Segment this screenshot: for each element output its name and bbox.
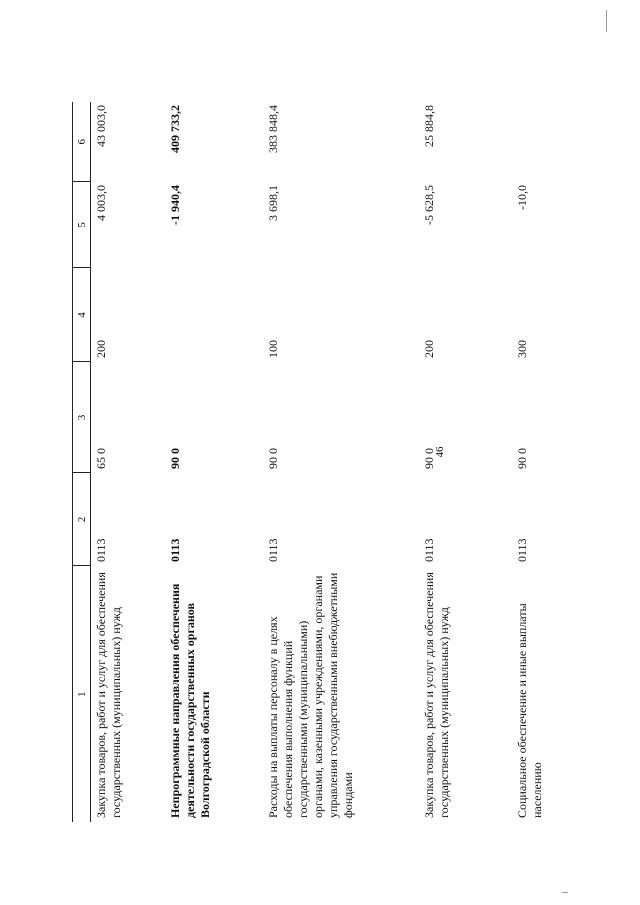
total-amount: 43 003,0	[94, 105, 108, 147]
table-header	[73, 102, 91, 822]
scan-mark	[562, 892, 568, 893]
page-number: 46	[434, 446, 446, 458]
row-name: Расходы на выплаты персоналу в целях обеспечения выполнения функций государственными (муниципальными) органами, казенными учреждениями, органами управления государственными внебюджетными фондами	[266, 572, 355, 818]
total-amount: 383 848,4	[266, 105, 280, 153]
change-amount: -10,0	[515, 185, 529, 210]
table-row	[91, 102, 166, 822]
column-header: 3	[73, 362, 91, 473]
expense-type: 200	[422, 340, 436, 358]
column-header: 6	[73, 102, 91, 182]
target-code: 90 0	[422, 448, 436, 469]
section-code: 0113	[266, 538, 280, 562]
change-amount: -1 940,4	[168, 185, 182, 225]
section-code: 0113	[515, 538, 529, 562]
change-amount: 3 698,1	[266, 185, 280, 221]
table-row	[419, 102, 512, 822]
target-code: 90 0	[266, 448, 280, 469]
budget-table	[72, 102, 575, 822]
table-row	[165, 102, 263, 822]
column-header: 2	[73, 473, 91, 566]
target-code: 90 0	[515, 448, 529, 469]
table-row	[512, 102, 575, 822]
expense-type	[165, 268, 263, 362]
target-code: 65 0	[94, 448, 108, 469]
total-amount: 25 884,8	[422, 105, 436, 147]
scan-mark	[606, 10, 607, 32]
budget-table-container	[72, 102, 577, 822]
table-row	[263, 102, 419, 822]
change-amount: -5 628,5	[422, 185, 436, 225]
change-amount: 4 003,0	[94, 185, 108, 221]
column-header: 1	[73, 566, 91, 822]
target-code: 90 0	[168, 448, 182, 469]
section-code: 0113	[168, 538, 182, 562]
row-name: Социальное обеспечение и иные выплаты населению	[515, 603, 544, 818]
expense-type: 300	[515, 340, 529, 358]
row-name: Закупка товаров, работ и услуг для обеспечения государственных (муниципальных) нужд	[94, 572, 123, 818]
expense-type: 200	[94, 340, 108, 358]
column-header: 5	[73, 182, 91, 268]
section-code: 0113	[422, 538, 436, 562]
section-code: 0113	[94, 538, 108, 562]
total-amount	[512, 102, 575, 182]
column-header: 4	[73, 268, 91, 362]
total-amount: 409 733,2	[168, 105, 182, 153]
expense-type: 100	[266, 340, 280, 358]
row-name: Непрограммные направления обеспечения деятельности государственных органов Волгоградской области	[168, 583, 212, 818]
row-name: Закупка товаров, работ и услуг для обеспечения государственных (муниципальных) нужд	[422, 572, 451, 818]
